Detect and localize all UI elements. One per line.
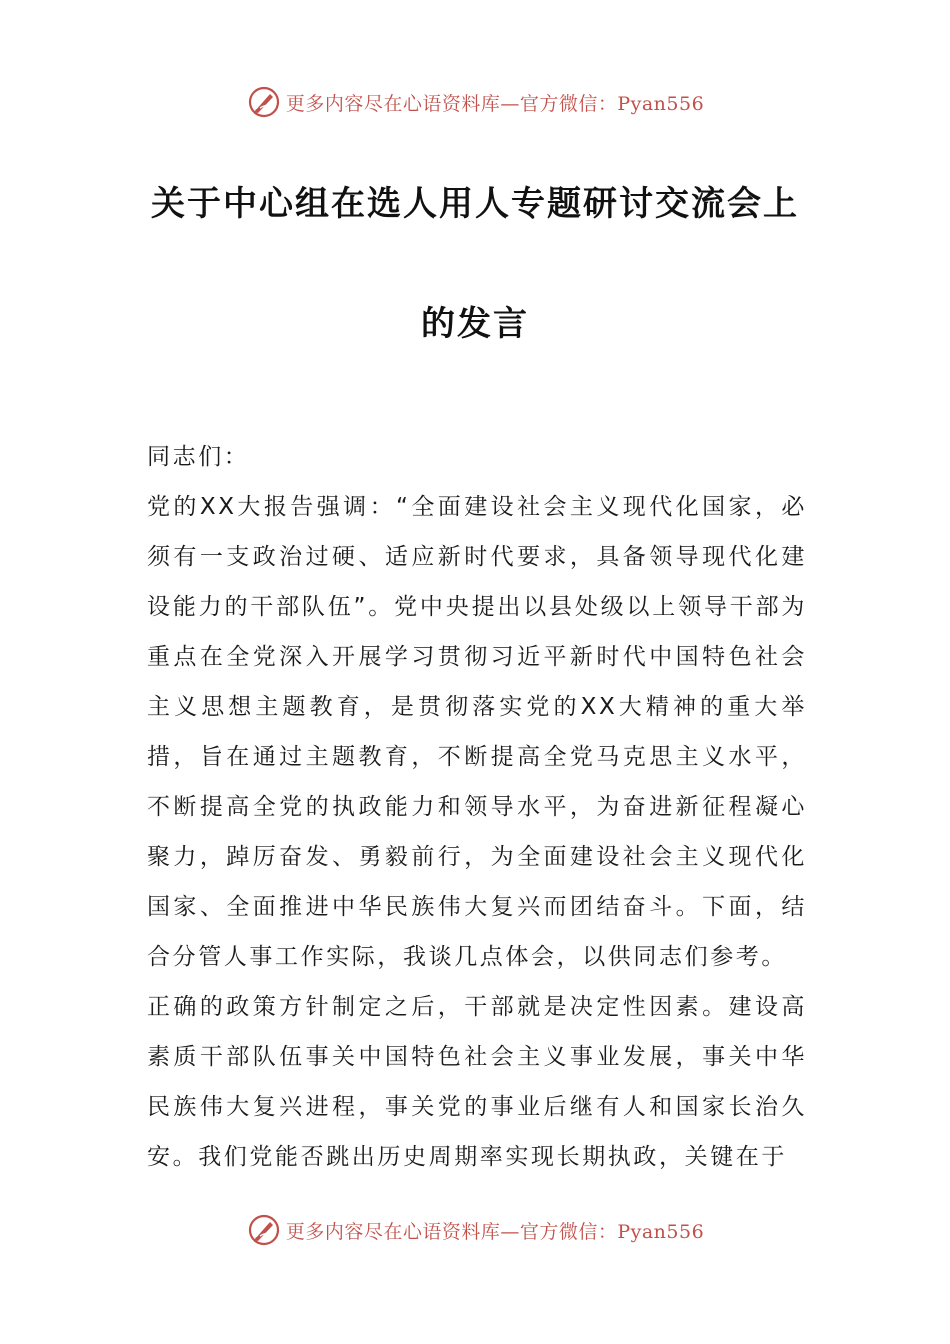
document-body <box>147 432 807 1182</box>
header-watermark-banner <box>0 82 950 122</box>
document-title-line-1: 关于中心组在选人用人专题研讨交流会上 <box>151 184 799 224</box>
header-banner-text: 更多内容尽在心语资料库—官方微信：Pyan556 <box>285 92 705 115</box>
pen-logo-icon <box>246 1212 282 1248</box>
pen-logo-icon <box>246 84 282 120</box>
body-paragraph-2: 正确的政策方针制定之后，干部就是决定性因素。建设高素质干部队伍事关中国特色社会主义事业发展，事关中华民族伟大复兴进程，事关党的事业后继有人和国家长治久安。我们党能否跳出历史周期率实现长期执政，关键在于 <box>147 994 807 1170</box>
footer-watermark-banner <box>0 1210 950 1250</box>
salutation: 同志们： <box>147 444 250 470</box>
footer-banner-text: 更多内容尽在心语资料库—官方微信：Pyan556 <box>285 1220 705 1243</box>
document-title-line-2: 的发言 <box>421 304 529 344</box>
body-paragraph-1: 党的XX大报告强调：“全面建设社会主义现代化国家，必须有一支政治过硬、适应新时代要求，具备领导现代化建设能力的干部队伍”。党中央提出以县处级以上领导干部为重点在全党深入开展学习贯彻习近平新时代中国特色社会主义思想主题教育，是贯彻落实党的XX大精神的重大举措，旨在通过主题教育，不断提高全党马克思主义水平，不断提高全党的执政能力和领导水平，为奋进新征程凝心聚力，踔厉奋发、勇毅前行，为全面建设社会主义现代化国家、全面推进中华民族伟大复兴而团结奋斗。下面，结合分管人事工作实际，我谈几点体会，以供同志们参考。 <box>147 494 807 970</box>
